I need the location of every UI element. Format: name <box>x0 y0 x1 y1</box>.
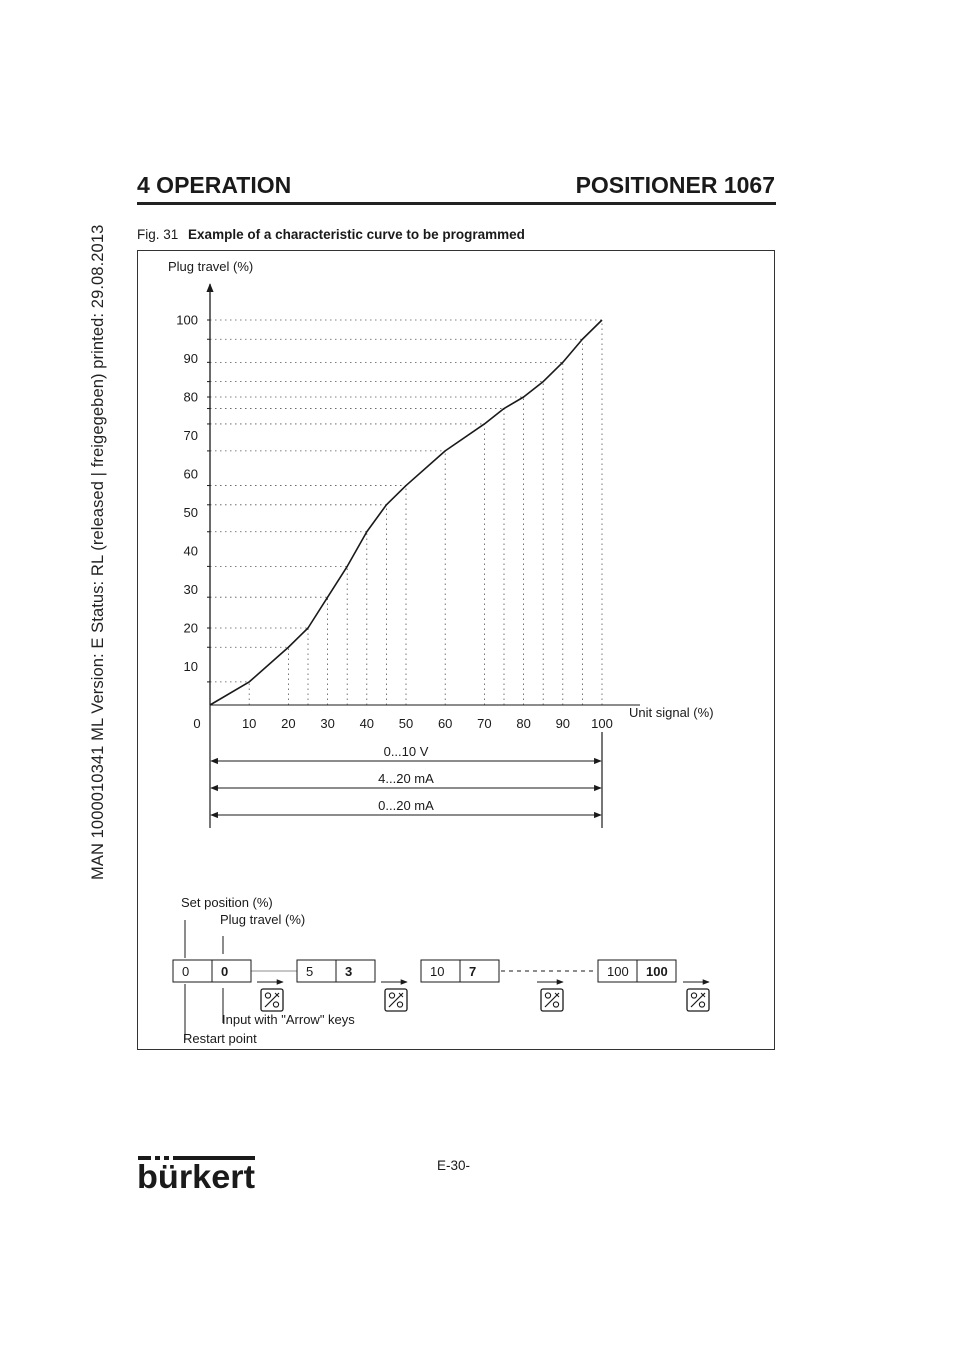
chart-grid <box>210 320 602 705</box>
sequence-box <box>598 960 676 982</box>
burkert-logo <box>137 1150 257 1192</box>
x-tick-label: 10 <box>241 716 257 731</box>
x-tick-label: 40 <box>359 716 375 731</box>
page-number: E-30- <box>437 1158 471 1173</box>
figure-number: Fig. 31 <box>137 227 179 242</box>
plug-travel-value: 100 <box>646 964 668 979</box>
characteristic-curve <box>210 320 602 705</box>
x-axis-label: Unit signal (%) <box>629 705 714 720</box>
sequence-box <box>421 960 499 982</box>
plug-travel-label: Plug travel (%) <box>220 912 306 927</box>
x-tick-label: 70 <box>477 716 492 731</box>
percent-arrow-key-icon <box>257 982 283 1011</box>
characteristic-curve-figure <box>137 250 775 1050</box>
x-tick-labels <box>242 716 613 731</box>
chart-plot-area <box>168 259 714 828</box>
restart-point-label: Restart point <box>183 1031 257 1046</box>
set-position-value: 0 <box>182 964 190 979</box>
set-position-value: 100 <box>607 964 629 979</box>
sequence-box <box>173 960 251 982</box>
y-tick-label: 60 <box>183 466 198 482</box>
range-label: 0...10 V <box>383 744 429 759</box>
set-position-value: 10 <box>430 964 445 979</box>
x-tick-label: 60 <box>437 716 453 731</box>
y-tick-label: 30 <box>183 582 198 597</box>
y-tick-label: 70 <box>183 428 198 443</box>
y-tick-labels <box>176 313 198 675</box>
figure-caption <box>137 227 525 242</box>
percent-arrow-key-icon <box>537 982 563 1011</box>
range-label: 0...20 mA <box>378 798 434 813</box>
plug-travel-value: 3 <box>345 964 353 979</box>
y-tick-label: 40 <box>183 543 198 559</box>
x-tick-label: 90 <box>555 716 571 731</box>
figure-title: Example of a characteristic curve to be programmed <box>188 227 525 242</box>
brand-wordmark: bürkert <box>137 1158 256 1192</box>
set-position-label: Set position (%) <box>181 895 273 910</box>
x-tick-label: 80 <box>516 716 531 731</box>
range-label: 4...20 mA <box>378 771 434 786</box>
y-axis-label: Plug travel (%) <box>168 259 254 274</box>
plug-travel-value: 0 <box>221 964 229 979</box>
y-tick-label: 10 <box>183 659 198 674</box>
set-position-value: 5 <box>306 964 314 979</box>
programming-sequence <box>173 895 709 1046</box>
arrow-keys-label: Input with "Arrow" keys <box>222 1012 355 1027</box>
document-version-note: MAN 1000010341 ML Version: E Status: RL (released | freigegeben) printed: 29.08.2013 <box>89 224 107 880</box>
sequence-box <box>297 960 375 982</box>
y-tick-label: 90 <box>183 351 198 366</box>
header-rule <box>137 202 776 205</box>
y-tick-label: 100 <box>176 312 198 328</box>
section-heading: 4 OPERATION <box>137 172 292 198</box>
y-tick-label: 80 <box>183 389 198 405</box>
y-tick-label: 20 <box>183 620 198 636</box>
x-tick-label: 20 <box>281 716 296 731</box>
y-tick-label: 50 <box>183 505 198 520</box>
plug-travel-value: 7 <box>469 964 477 979</box>
percent-arrow-key-icon <box>683 982 709 1011</box>
sequence-boxes <box>173 960 709 1011</box>
product-heading: POSITIONER 1067 <box>575 172 775 198</box>
x-tick-label: 30 <box>320 716 335 731</box>
x-tick-label: 50 <box>398 716 414 731</box>
origin-label: 0 <box>193 716 201 731</box>
percent-arrow-key-icon <box>381 982 407 1011</box>
x-tick-label: 100 <box>591 716 613 731</box>
